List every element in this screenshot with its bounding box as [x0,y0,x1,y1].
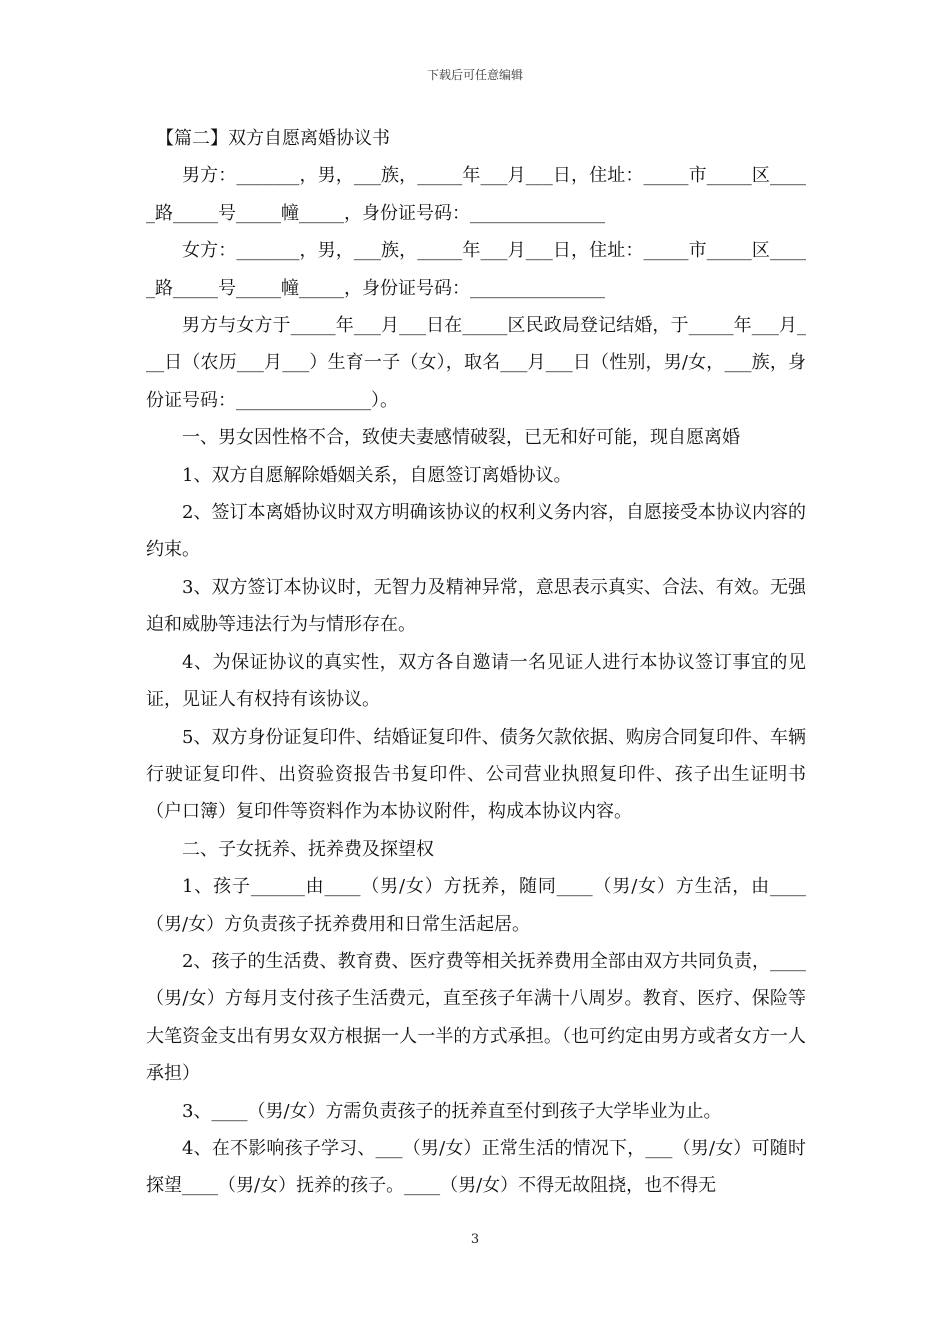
clause-2-2: 2、孩子的生活费、教育费、医疗费等相关抚养费用全部由双方共同负责，____（男/女）方每月支付孩子生活费元，直至孩子年满十八周岁。教育、医疗、保险等大笔资金支出有男女双方根据一人一半的方式承担。（也可约定由男方或者女方一人承担） [146,950,806,1085]
clause-2-4: 4、在不影响孩子学习、___（男/女）正常生活的情况下，___（男/女）可随时探望____（男/女）抚养的孩子。____（男/女）不得无故阻挠，也不得无 [146,1137,806,1197]
paragraph-marriage-info: 男方与女方于_____年___月___日在_____区民政局登记结婚，于_____年___月___日（农历___月___）生育一子（女），取名___月___日（性别，男/女，___族，身份证号码：_______________）。 [146,315,806,411]
clause-1-2: 2、签订本离婚协议时双方明确该协议的权利义务内容，自愿接受本协议内容的约束。 [146,502,806,561]
document-title: 【篇二】双方自愿离婚协议书 [156,128,390,149]
clause-1-1: 1、双方自愿解除婚姻关系，自愿签订离婚协议。 [182,464,572,486]
paragraph-male-party: 男方：_______，男，___族，_____年___月___日，住址：_____市_____区_____路_____号_____幢_____，身份证号码：_______________ [146,165,806,224]
clause-1-3: 3、双方签订本协议时，无智力及精神异常，意思表示真实、合法、有效。无强迫和威胁等违法行为与情形存在。 [146,576,806,636]
clause-1-4: 4、为保证协议的真实性，双方各自邀请一名见证人进行本协议签订事宜的见证，见证人有权持有该协议。 [146,651,806,711]
clause-2-3: 3、____（男/女）方需负责孩子的抚养直至付到孩子大学毕业为止。 [182,1100,722,1122]
clause-1-5: 5、双方身份证复印件、结婚证复印件、债务欠款依据、购房合同复印件、车辆行驶证复印件、出资验资报告书复印件、公司营业执照复印件、孩子出生证明书（户口簿）复印件等资料作为本协议附件，构成本协议内容。 [146,726,806,823]
section-heading-child-custody: 二、子女抚养、抚养费及探望权 [182,838,434,860]
clause-2-1: 1、孩子______由____（男/女）方抚养，随同____（男/女）方生活，由____（男/女）方负责孩子抚养费用和日常生活起居。 [146,876,806,935]
section-heading-divorce-reason: 一、男女因性格不合，致使夫妻感情破裂，已无和好可能，现自愿离婚 [182,427,740,449]
page-header-note: 下载后可任意编辑 [426,68,523,82]
paragraph-female-party: 女方：_______，男，___族，_____年___月___日，住址：_____市_____区_____路_____号_____幢_____，身份证号码：_______________ [146,240,806,299]
document-body [146,120,806,1205]
page-number: 3 [470,1232,480,1247]
